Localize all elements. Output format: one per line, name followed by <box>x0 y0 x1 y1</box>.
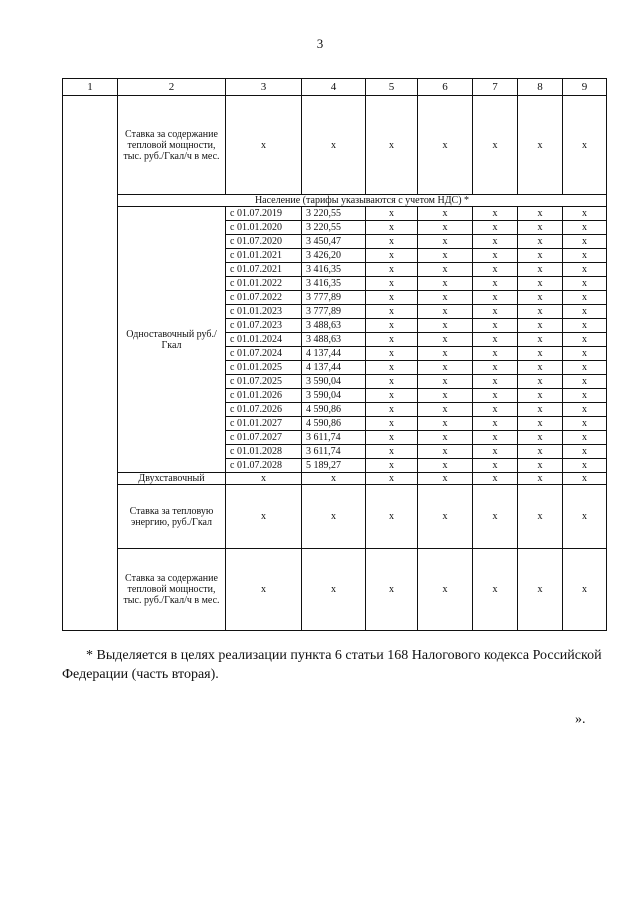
period-date: с 01.07.2019 <box>226 207 302 221</box>
mark-cell: х <box>473 431 518 445</box>
mark-cell: х <box>563 207 607 221</box>
mark-cell: х <box>563 291 607 305</box>
mark-cell: х <box>418 549 473 631</box>
row-label: Двухставочный <box>118 473 226 485</box>
mark-cell: х <box>366 263 418 277</box>
mark-cell: х <box>418 485 473 549</box>
mark-cell: х <box>418 221 473 235</box>
period-price: 3 416,35 <box>302 277 366 291</box>
period-date: с 01.01.2027 <box>226 417 302 431</box>
mark-cell: х <box>366 207 418 221</box>
period-price: 3 611,74 <box>302 445 366 459</box>
mark-cell: х <box>518 207 563 221</box>
mark-cell: х <box>563 305 607 319</box>
period-price: 3 488,63 <box>302 319 366 333</box>
mark-cell: х <box>518 549 563 631</box>
column-header: 5 <box>366 79 418 96</box>
mark-cell: х <box>302 473 366 485</box>
mark-cell: х <box>366 485 418 549</box>
period-price: 3 777,89 <box>302 305 366 319</box>
mark-cell: х <box>226 485 302 549</box>
mark-cell: х <box>563 221 607 235</box>
period-price: 3 777,89 <box>302 291 366 305</box>
table-row <box>63 549 607 631</box>
mark-cell: х <box>473 319 518 333</box>
mark-cell: х <box>518 347 563 361</box>
mark-cell: х <box>366 96 418 195</box>
mark-cell: х <box>473 389 518 403</box>
mark-cell: х <box>302 96 366 195</box>
period-date: с 01.01.2020 <box>226 221 302 235</box>
column-header: 7 <box>473 79 518 96</box>
mark-cell: х <box>418 431 473 445</box>
mark-cell: х <box>518 291 563 305</box>
row-label: Ставка за содержание тепловой мощности, тыс. руб./Гкал/ч в мес. <box>118 549 226 631</box>
period-date: с 01.01.2028 <box>226 445 302 459</box>
period-price: 3 426,20 <box>302 249 366 263</box>
column-header: 4 <box>302 79 366 96</box>
column-header: 6 <box>418 79 473 96</box>
mark-cell: х <box>563 459 607 473</box>
period-date: с 01.07.2027 <box>226 431 302 445</box>
mark-cell: х <box>366 403 418 417</box>
closing-quote: ». <box>575 712 586 727</box>
mark-cell: х <box>518 333 563 347</box>
mark-cell: х <box>518 375 563 389</box>
period-date: с 01.07.2025 <box>226 375 302 389</box>
period-price: 4 590,86 <box>302 417 366 431</box>
mark-cell: х <box>518 221 563 235</box>
mark-cell: х <box>563 445 607 459</box>
mark-cell: х <box>518 473 563 485</box>
mark-cell: х <box>563 417 607 431</box>
mark-cell: х <box>518 485 563 549</box>
mark-cell: х <box>366 291 418 305</box>
mark-cell: х <box>518 249 563 263</box>
mark-cell: х <box>563 361 607 375</box>
mark-cell: х <box>473 305 518 319</box>
mark-cell: х <box>473 549 518 631</box>
period-price: 3 416,35 <box>302 263 366 277</box>
mark-cell: х <box>518 445 563 459</box>
mark-cell: х <box>473 96 518 195</box>
mark-cell: х <box>563 319 607 333</box>
mark-cell: х <box>563 263 607 277</box>
mark-cell: х <box>418 319 473 333</box>
period-date: с 01.01.2022 <box>226 277 302 291</box>
mark-cell: х <box>563 403 607 417</box>
mark-cell: х <box>302 549 366 631</box>
mark-cell: х <box>473 347 518 361</box>
mark-cell: х <box>473 235 518 249</box>
mark-cell: х <box>473 207 518 221</box>
table-row <box>63 473 607 485</box>
mark-cell: х <box>473 375 518 389</box>
period-date: с 01.01.2025 <box>226 361 302 375</box>
mark-cell: х <box>226 473 302 485</box>
period-date: с 01.01.2021 <box>226 249 302 263</box>
mark-cell: х <box>473 277 518 291</box>
mark-cell: х <box>418 291 473 305</box>
mark-cell: х <box>418 459 473 473</box>
mark-cell: х <box>366 445 418 459</box>
mark-cell: х <box>366 361 418 375</box>
period-price: 4 137,44 <box>302 347 366 361</box>
mark-cell: х <box>473 263 518 277</box>
period-price: 3 590,04 <box>302 375 366 389</box>
mark-cell: х <box>563 277 607 291</box>
mark-cell: х <box>473 459 518 473</box>
mark-cell: х <box>418 473 473 485</box>
section-header-row <box>63 195 607 207</box>
period-price: 4 137,44 <box>302 361 366 375</box>
mark-cell: х <box>563 249 607 263</box>
mark-cell: х <box>418 305 473 319</box>
mark-cell: х <box>518 235 563 249</box>
mark-cell: х <box>226 549 302 631</box>
mark-cell: х <box>473 473 518 485</box>
mark-cell: х <box>473 333 518 347</box>
mark-cell: х <box>418 263 473 277</box>
mark-cell: х <box>366 431 418 445</box>
period-price: 3 450,47 <box>302 235 366 249</box>
footnote: * Выделяется в целях реализации пункта 6 статьи 168 Налогового кодекса Российской Федерации (часть вторая). <box>62 648 602 682</box>
mark-cell: х <box>366 221 418 235</box>
period-date: с 01.07.2028 <box>226 459 302 473</box>
mark-cell: х <box>366 319 418 333</box>
mark-cell: х <box>563 473 607 485</box>
mark-cell: х <box>366 305 418 319</box>
mark-cell: х <box>473 417 518 431</box>
mark-cell: х <box>418 389 473 403</box>
mark-cell: х <box>418 333 473 347</box>
period-price: 4 590,86 <box>302 403 366 417</box>
table-row <box>63 207 607 221</box>
mark-cell: х <box>366 277 418 291</box>
mark-cell: х <box>226 96 302 195</box>
mark-cell: х <box>518 389 563 403</box>
mark-cell: х <box>473 403 518 417</box>
mark-cell: х <box>366 375 418 389</box>
period-price: 3 220,55 <box>302 221 366 235</box>
mark-cell: х <box>418 235 473 249</box>
mark-cell: х <box>418 277 473 291</box>
period-price: 3 611,74 <box>302 431 366 445</box>
mark-cell: х <box>563 485 607 549</box>
column-header: 9 <box>563 79 607 96</box>
mark-cell: х <box>518 403 563 417</box>
mark-cell: х <box>563 375 607 389</box>
section-header: Население (тарифы указываются с учетом НДС) * <box>118 195 607 207</box>
mark-cell: х <box>473 485 518 549</box>
row-label: Ставка за тепловую энергию, руб./Гкал <box>118 485 226 549</box>
mark-cell: х <box>366 549 418 631</box>
column-header: 3 <box>226 79 302 96</box>
column-header: 8 <box>518 79 563 96</box>
mark-cell: х <box>366 473 418 485</box>
mark-cell: х <box>473 221 518 235</box>
mark-cell: х <box>563 235 607 249</box>
mark-cell: х <box>473 445 518 459</box>
mark-cell: х <box>366 235 418 249</box>
period-price: 3 488,63 <box>302 333 366 347</box>
table-row <box>63 96 607 195</box>
column-header: 2 <box>118 79 226 96</box>
mark-cell: х <box>418 96 473 195</box>
period-date: с 01.01.2024 <box>226 333 302 347</box>
mark-cell: х <box>563 347 607 361</box>
period-date: с 01.01.2023 <box>226 305 302 319</box>
mark-cell: х <box>418 347 473 361</box>
period-date: с 01.07.2023 <box>226 319 302 333</box>
row-label: Ставка за содержание тепловой мощности, тыс. руб./Гкал/ч в мес. <box>118 96 226 195</box>
period-date: с 01.07.2022 <box>226 291 302 305</box>
mark-cell: х <box>418 207 473 221</box>
single-rate-label: Одноставочный руб./Гкал <box>118 207 226 473</box>
mark-cell: х <box>473 291 518 305</box>
mark-cell: х <box>518 459 563 473</box>
mark-cell: х <box>563 389 607 403</box>
mark-cell: х <box>518 417 563 431</box>
table-row <box>63 485 607 549</box>
mark-cell: х <box>366 417 418 431</box>
mark-cell: х <box>418 445 473 459</box>
mark-cell: х <box>418 249 473 263</box>
tariff-table <box>62 78 607 631</box>
mark-cell: х <box>418 375 473 389</box>
mark-cell: х <box>563 431 607 445</box>
period-date: с 01.07.2026 <box>226 403 302 417</box>
mark-cell: х <box>418 417 473 431</box>
mark-cell: х <box>366 333 418 347</box>
mark-cell: х <box>302 485 366 549</box>
mark-cell: х <box>518 96 563 195</box>
mark-cell: х <box>418 361 473 375</box>
mark-cell: х <box>518 319 563 333</box>
mark-cell: х <box>518 361 563 375</box>
period-price: 3 590,04 <box>302 389 366 403</box>
period-price: 3 220,55 <box>302 207 366 221</box>
mark-cell: х <box>563 333 607 347</box>
period-date: с 01.07.2020 <box>226 235 302 249</box>
mark-cell: х <box>518 263 563 277</box>
period-date: с 01.07.2024 <box>226 347 302 361</box>
mark-cell: х <box>518 305 563 319</box>
mark-cell: х <box>366 459 418 473</box>
mark-cell: х <box>366 347 418 361</box>
mark-cell: х <box>563 96 607 195</box>
page-number: 3 <box>316 36 324 51</box>
mark-cell: х <box>366 389 418 403</box>
period-date: с 01.07.2021 <box>226 263 302 277</box>
mark-cell: х <box>563 549 607 631</box>
mark-cell: х <box>473 249 518 263</box>
column-header-row <box>63 79 607 96</box>
mark-cell: х <box>366 249 418 263</box>
mark-cell: х <box>518 431 563 445</box>
mark-cell: х <box>518 277 563 291</box>
column-header: 1 <box>63 79 118 96</box>
period-date: с 01.01.2026 <box>226 389 302 403</box>
mark-cell: х <box>418 403 473 417</box>
group-cell <box>63 96 118 631</box>
period-price: 5 189,27 <box>302 459 366 473</box>
mark-cell: х <box>473 361 518 375</box>
